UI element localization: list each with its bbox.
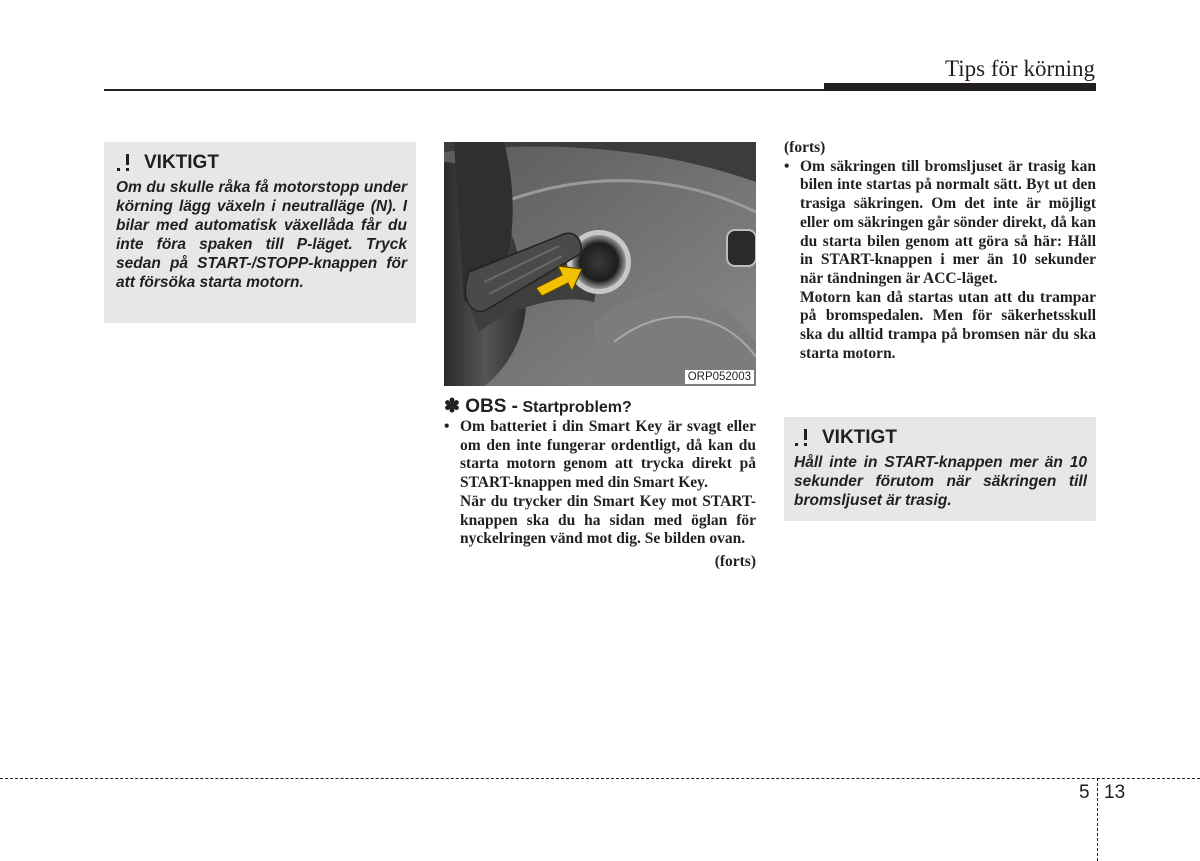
bullet: •: [444, 418, 450, 435]
section-title: Tips för körning: [945, 56, 1095, 81]
figure-illustration: [444, 142, 756, 386]
warning-box-right-body: Håll inte in START-knappen mer än 10 sekunder förutom när säkringen till bromsljuset är trasig.: [794, 454, 1087, 509]
page-number: 13: [1104, 782, 1126, 803]
footer-divider: [1097, 778, 1098, 861]
obs-paragraph-2: När du trycker din Smart Key mot START-knappen ska du ha sidan med öglan för nyckelringen vänd mot dig. Se bilden ovan.: [460, 492, 756, 548]
footer-rule: [0, 778, 1200, 779]
obs-label: ✽ OBS -: [444, 396, 518, 417]
obs-text: [444, 418, 756, 572]
warning-box-right: [784, 417, 1096, 521]
warning-box-left-body: Om du skulle råka få motorstopp under körning lägg växeln i neutralläge (N). I bilar med automatisk växellåda får du inte föra spaken till P-läget. Tryck sedan på START-/STOPP-knappen för att försöka starta motorn.: [116, 179, 407, 291]
warning-icon: [116, 153, 134, 173]
continued-heading: (forts): [784, 139, 826, 156]
warning-box-right-title-row: [794, 427, 1087, 449]
obs-paragraph-1: Om batteriet i din Smart Key är svagt eller om den inte fungerar ordentligt, då kan du starta motorn genom att trycka direkt på START-knappen med din Smart Key.: [460, 418, 756, 492]
header-rule: [104, 89, 1096, 91]
figure-smart-key-start-button: [444, 142, 756, 386]
list-item: [784, 158, 1096, 364]
right-column-text: [784, 139, 1096, 363]
continued-label: (forts): [714, 552, 756, 570]
obs-subtitle: Startproblem?: [522, 399, 632, 416]
right-paragraph-2: Motorn kan då startas utan att du trampar på bromspedalen. Men för säkerhetsskull ska du alltid trampa på bromsen när du ska starta motorn.: [800, 288, 1096, 362]
warning-box-left: [104, 142, 416, 323]
warning-box-right-title: VIKTIGT: [822, 427, 897, 448]
list-item: [444, 418, 756, 549]
chapter-number: 5: [1079, 782, 1090, 803]
warning-icon: [794, 428, 812, 448]
right-paragraph-1: Om säkringen till bromsljuset är trasig kan bilen inte startas på normalt sätt. Byt ut den trasiga säkringen. Om det inte är möjligt eller om säkringen går sönder direkt, då kan du starta bilen genom att göra så här: Håll in START-knappen i mer än 10 sekunder när tändningen är ACC-läget.: [800, 157, 1096, 287]
obs-heading: [444, 395, 632, 418]
figure-caption: ORP052003: [685, 370, 754, 384]
bullet: •: [784, 157, 790, 175]
warning-box-left-title: VIKTIGT: [144, 152, 219, 173]
warning-box-left-title-row: [116, 152, 407, 174]
